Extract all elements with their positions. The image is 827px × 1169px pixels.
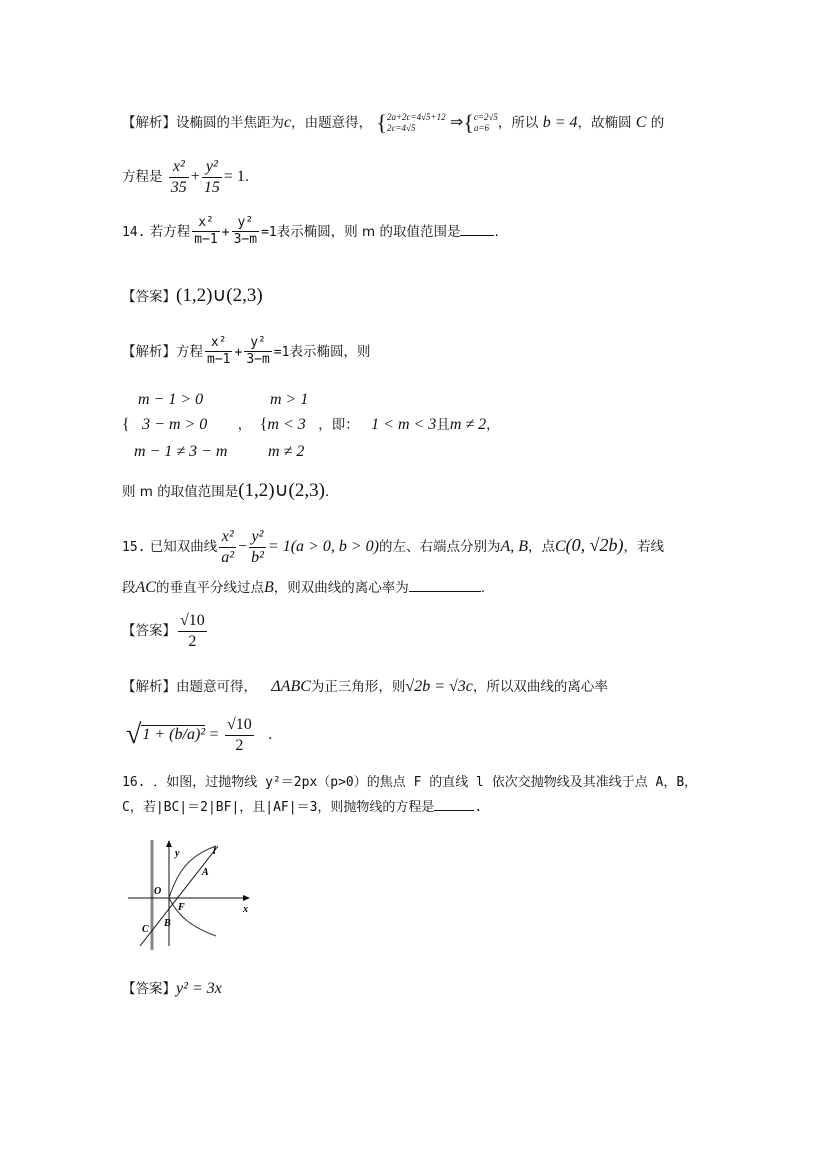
fraction-y2-15: $\frac{\text{y²}}{15}$ bbox=[203, 158, 220, 196]
equation-system-1: 2a+2c=4√5+12 2c=4√5 bbox=[386, 112, 446, 133]
p15-answer: 【答案】 $\frac{√10}{2}$ bbox=[122, 612, 205, 650]
equation-system-2: c=2√5 a=6 bbox=[473, 112, 498, 133]
y-axis-label: y bbox=[175, 848, 180, 859]
origin-label: O bbox=[154, 886, 162, 897]
answer-blank bbox=[460, 234, 494, 236]
p16-question-line1: 16. ．如图，过抛物线 y²＝2px（p>0）的焦点 F 的直线 l 依次交抛物线及其准线于点 A，B， bbox=[122, 775, 698, 790]
point-a-label: A bbox=[202, 867, 209, 878]
p14-system-row3b: m ≠ 2 bbox=[268, 443, 305, 460]
parabola-figure bbox=[124, 838, 252, 950]
p14-system-row1a: m − 1 > 0 bbox=[138, 391, 204, 408]
analysis-label: 【解析】 bbox=[122, 115, 176, 131]
answer-blank bbox=[434, 809, 474, 811]
p14-question: 14. 若方程 $\frac{\text{x²}}{m-1}$ + $\frac{\text{y²}}{3-m}$ =1表示椭圆，则 m 的取值范围是 . bbox=[122, 215, 499, 248]
fraction-y2-3m: $\frac{\text{y²}}{3-m}$ bbox=[233, 215, 258, 248]
fraction-x2-m1: $\frac{\text{x²}}{m-1}$ bbox=[194, 215, 218, 248]
y-axis-arrow bbox=[166, 840, 172, 847]
p13-analysis-line2: 方程是 $\frac{\text{x²}}{35}$ + $\frac{\text{y²}}{15}$ = 1. bbox=[122, 158, 250, 196]
p15-question-line2: 段AC的垂直平分线过点B，则双曲线的离心率为 . bbox=[122, 579, 486, 596]
p14-system-row1b: m > 1 bbox=[270, 391, 309, 408]
p15-question-line1: 15. 已知双曲线 $\frac{\text{x²}}{\text{a²}}$ − $\frac{\text{y²}}{\text{b²}}$ = 1(a > 0, b > 0)的左、右端点分别为A, B，点C(0, √2b)，若线 bbox=[122, 528, 665, 566]
p14-answer: 【答案】(1,2)∪(2,3) bbox=[122, 285, 263, 306]
fraction-x2-a2: $\frac{\text{x²}}{\text{a²}}$ bbox=[221, 528, 235, 566]
p16-answer: 【答案】y² = 3x bbox=[122, 980, 222, 997]
focus-label: F bbox=[178, 902, 185, 913]
p16-question-line2: C，若|BC|＝2|BF|，且|AF|＝3，则抛物线的方程是 . bbox=[122, 800, 483, 815]
p14-analysis-line1: 【解析】方程 $\frac{\text{x²}}{m-1}$ + $\frac{\text{y²}}{3-m}$ =1表示椭圆，则 bbox=[122, 335, 371, 368]
answer-fraction: $\frac{√10}{2}$ bbox=[180, 612, 205, 650]
p14-system-row2: { 3 − m > 0 ， {m < 3 ，即： 1 < m < 3且m ≠ 2， bbox=[122, 416, 500, 433]
p13-analysis-line1: 【解析】设椭圆的半焦距为c，由题意得， { 2a+2c=4√5+12 2c=4√5 ⇒{ c=2√5 a=6 ，所以 b = 4，故椭圆 C 的 bbox=[122, 110, 665, 135]
x-axis-arrow bbox=[243, 895, 250, 901]
line-l-label: l bbox=[213, 846, 216, 857]
p14-conclusion: 则 m 的取值范围是(1,2)∪(2,3). bbox=[122, 480, 330, 501]
x-axis-label: x bbox=[243, 904, 248, 915]
fraction-x2-35: $\frac{\text{x²}}{35}$ bbox=[170, 158, 187, 196]
p15-analysis-line1: 【解析】由题意可得， ΔABC为正三角形，则√2b = √3c，所以双曲线的离心率 bbox=[122, 678, 608, 695]
fraction-y2-b2: $\frac{\text{y²}}{\text{b²}}$ bbox=[251, 528, 264, 566]
point-c-label: C bbox=[142, 924, 149, 935]
p15-analysis-line2: √1 + (b/a)² = $\frac{√10}{2}$ . bbox=[126, 716, 273, 754]
answer-blank bbox=[409, 590, 481, 592]
parabola-curve bbox=[169, 846, 216, 936]
point-b-label: B bbox=[164, 918, 171, 929]
p14-system-row3a: m − 1 ≠ 3 − m bbox=[134, 443, 228, 460]
